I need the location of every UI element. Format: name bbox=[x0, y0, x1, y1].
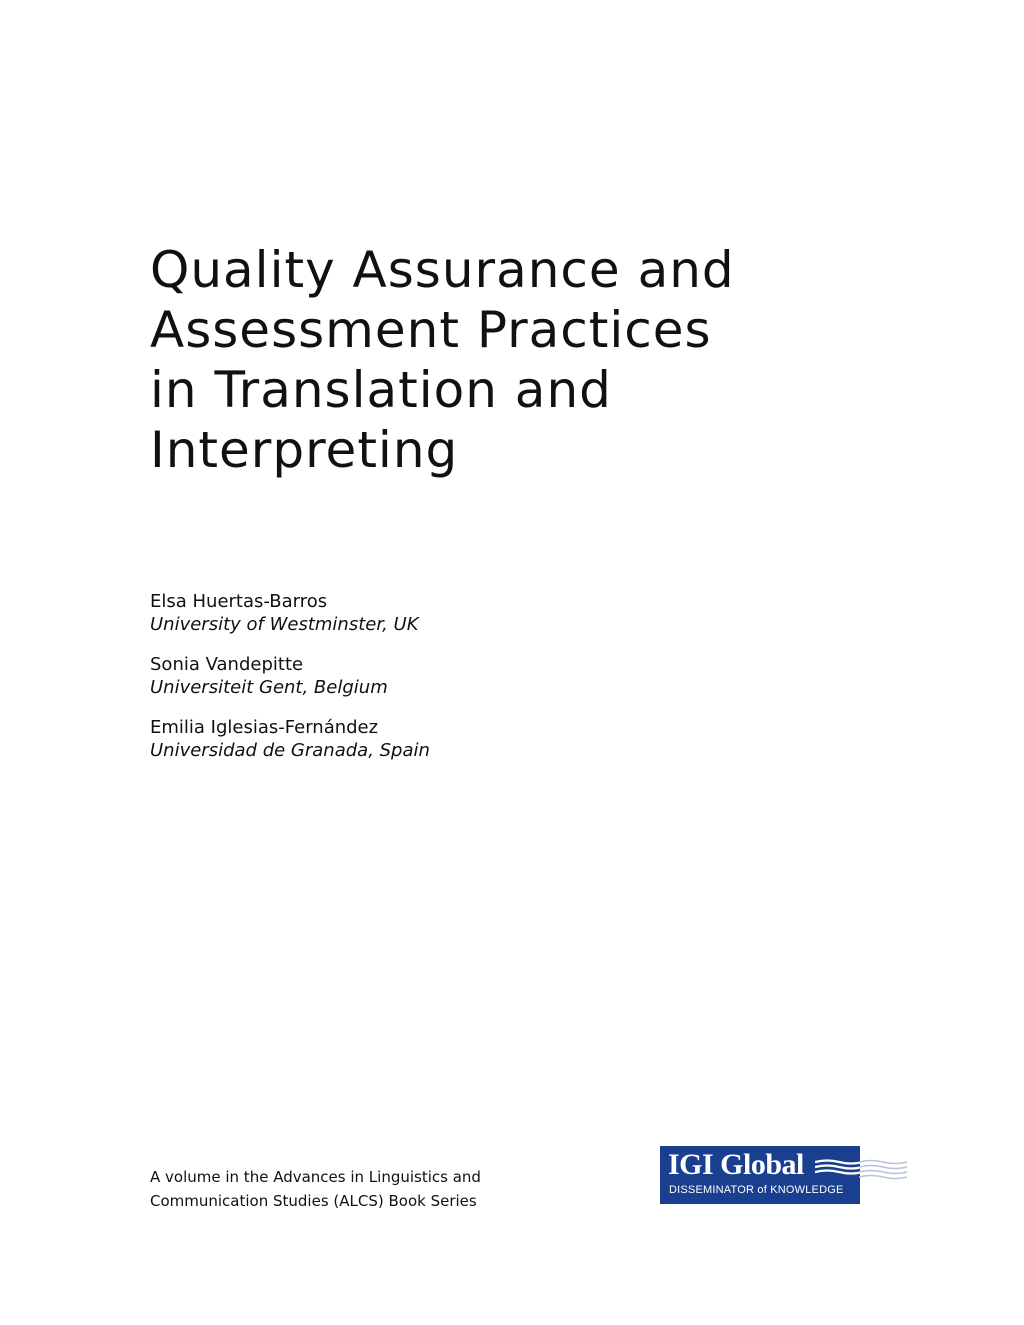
author-list bbox=[150, 590, 750, 779]
author-affiliation: University of Westminster, UK bbox=[150, 614, 419, 635]
publisher-tagline: DISSEMINATOR of KNOWLEDGE bbox=[669, 1184, 844, 1196]
author-entry bbox=[150, 653, 750, 699]
author-affiliation: Universiteit Gent, Belgium bbox=[150, 677, 388, 698]
publisher-logo bbox=[660, 1146, 910, 1208]
publisher-logo-text: IGI Global bbox=[668, 1148, 804, 1181]
book-title-line: in Translation and bbox=[150, 361, 612, 419]
book-title bbox=[150, 240, 870, 480]
book-title-line: Quality Assurance and bbox=[150, 241, 735, 299]
book-title-line: Assessment Practices bbox=[150, 301, 712, 359]
author-entry bbox=[150, 716, 750, 762]
author-entry bbox=[150, 590, 750, 636]
author-name: Sonia Vandepitte bbox=[150, 654, 304, 675]
series-note-line: A volume in the Advances in Linguistics and bbox=[150, 1168, 481, 1186]
wave-lines-icon bbox=[815, 1158, 907, 1182]
author-name: Elsa Huertas-Barros bbox=[150, 591, 328, 612]
author-affiliation: Universidad de Granada, Spain bbox=[150, 740, 430, 761]
book-title-line: Interpreting bbox=[150, 421, 459, 479]
series-note bbox=[150, 1165, 570, 1213]
author-name: Emilia Iglesias-Fernández bbox=[150, 717, 379, 738]
series-note-line: Communication Studies (ALCS) Book Series bbox=[150, 1192, 477, 1210]
